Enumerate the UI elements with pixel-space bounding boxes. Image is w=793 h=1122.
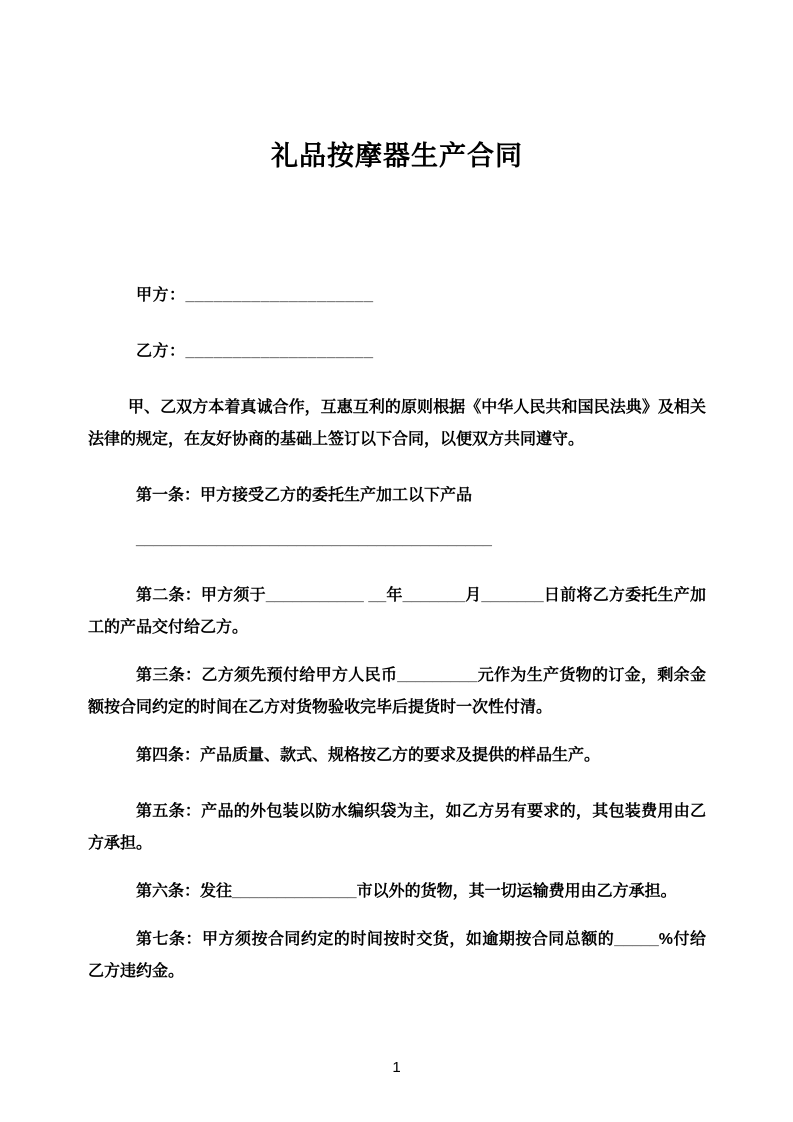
clause-6: 第六条：发往______________市以外的货物，其一切运输费用由乙方承担。 [136, 883, 677, 900]
preamble-paragraph: 甲、乙双方本着真诚合作，互惠互利的原则根据《中华人民共和国民法典》及相关法律的规定，在友好协商的基础上签订以下合同，以便双方共同遵守。 [88, 399, 706, 448]
clause-4: 第四条：产品质量、款式、规格按乙方的要求及提供的样品生产。 [136, 747, 601, 764]
party-b-line: 乙方：____________________ [136, 343, 374, 360]
page-number: 1 [392, 1059, 401, 1076]
document-title: 礼品按摩器生产合同 [271, 141, 523, 171]
clause-2: 第二条：甲方须于___________ __年_______月_______日前将乙方委托生产加工的产品交付给乙方。 [88, 587, 706, 636]
clause-7: 第七条：甲方须按合同约定的时间按时交货，如逾期按合同总额的_____%付给乙方违约金。 [88, 931, 706, 980]
party-a-line: 甲方：____________________ [136, 287, 374, 304]
clause-1-fill-in-blank: ________________________________________ [136, 531, 492, 548]
clause-3: 第三条：乙方须先预付给甲方人民币_________元作为生产货物的订金，剩余金额按合同约定的时间在乙方对货物验收完毕后提货时一次性付清。 [88, 667, 706, 716]
clause-1: 第一条：甲方接受乙方的委托生产加工以下产品 [136, 487, 473, 504]
clause-5: 第五条：产品的外包装以防水编织袋为主，如乙方另有要求的，其包装费用由乙方承担。 [88, 803, 706, 852]
